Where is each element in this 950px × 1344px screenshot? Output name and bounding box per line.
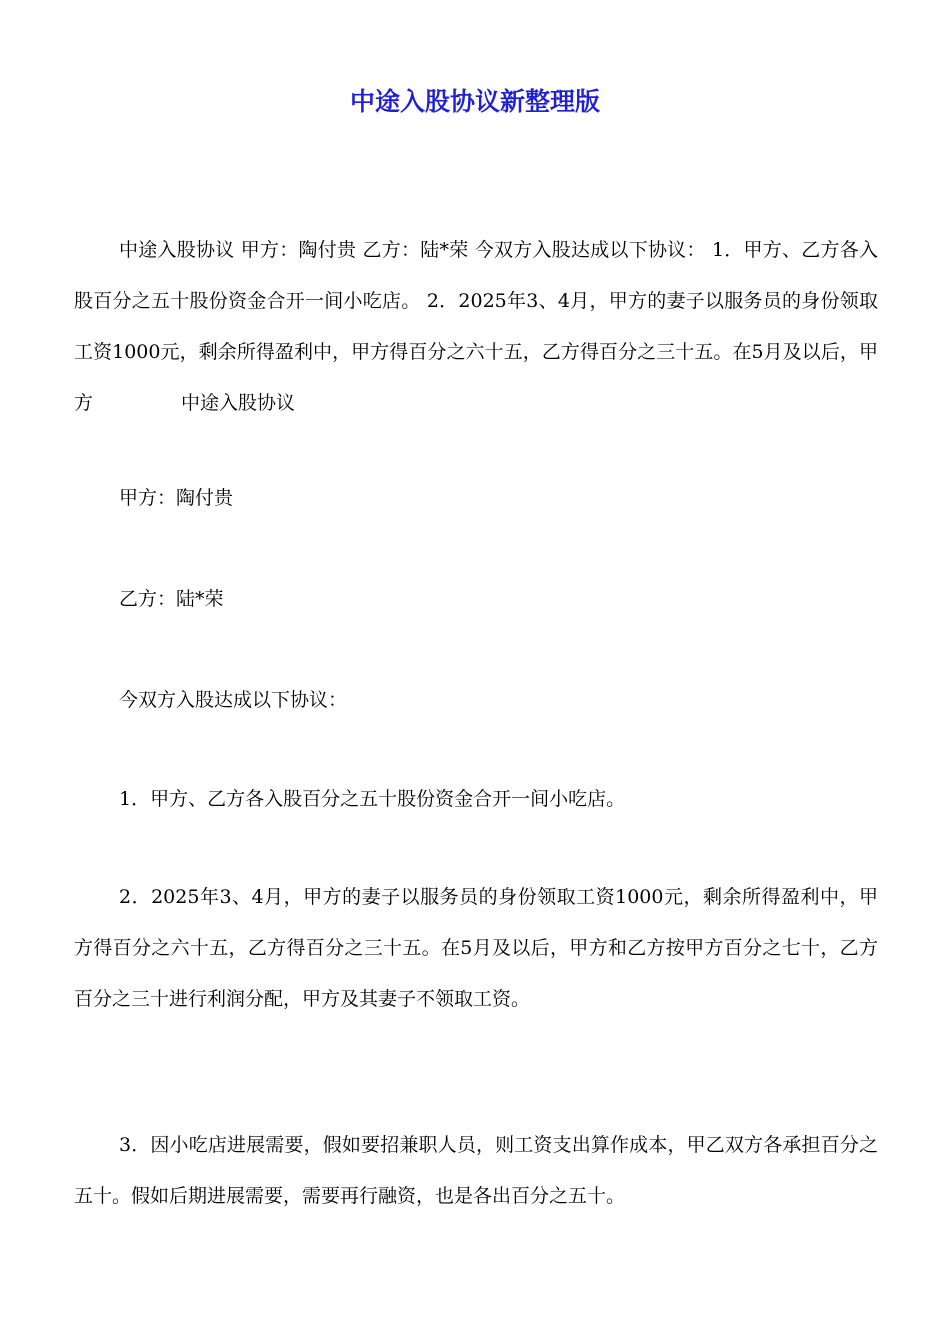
- party-a-line: 甲方：陶付贵: [119, 487, 234, 509]
- clause-3: 3．因小吃店进展需要，假如要招兼职人员，则工资支出算作成本，甲乙双方各承担百分之五十。假如后期进展需要，需要再行融资，也是各出百分之五十。: [74, 1134, 878, 1207]
- summary-paragraph: [74, 225, 878, 429]
- clause-2: 2．2025年3、4月，甲方的妻子以服务员的身份领取工资1000元，剩余所得盈利中，甲方得百分之六十五，乙方得百分之三十五。在5月及以后，甲方和乙方按甲方百分之七十，乙方百分之三十进行利润分配，甲方及其妻子不领取工资。: [74, 886, 878, 1010]
- party-b-line: 乙方：陆*荣: [119, 588, 224, 610]
- agreement-intro: 今双方入股达成以下协议：: [119, 689, 348, 711]
- summary-tail: 中途入股协议: [181, 392, 296, 414]
- summary-text: 中途入股协议 甲方：陶付贵 乙方：陆*荣 今双方入股达成以下协议： 1．甲方、乙方各入股百分之五十股份资金合开一间小吃店。 2．2025年3、4月，甲方的妻子以服务员的身份领取工资1000元，剩余所得盈利中，甲方得百分之六十五，乙方得百分之三十五。在5月及以后，甲方: [74, 239, 878, 414]
- clause-1: 1．甲方、乙方各入股百分之五十股份资金合开一间小吃店。: [119, 788, 626, 810]
- document-title: 中途入股协议新整理版: [349, 87, 600, 116]
